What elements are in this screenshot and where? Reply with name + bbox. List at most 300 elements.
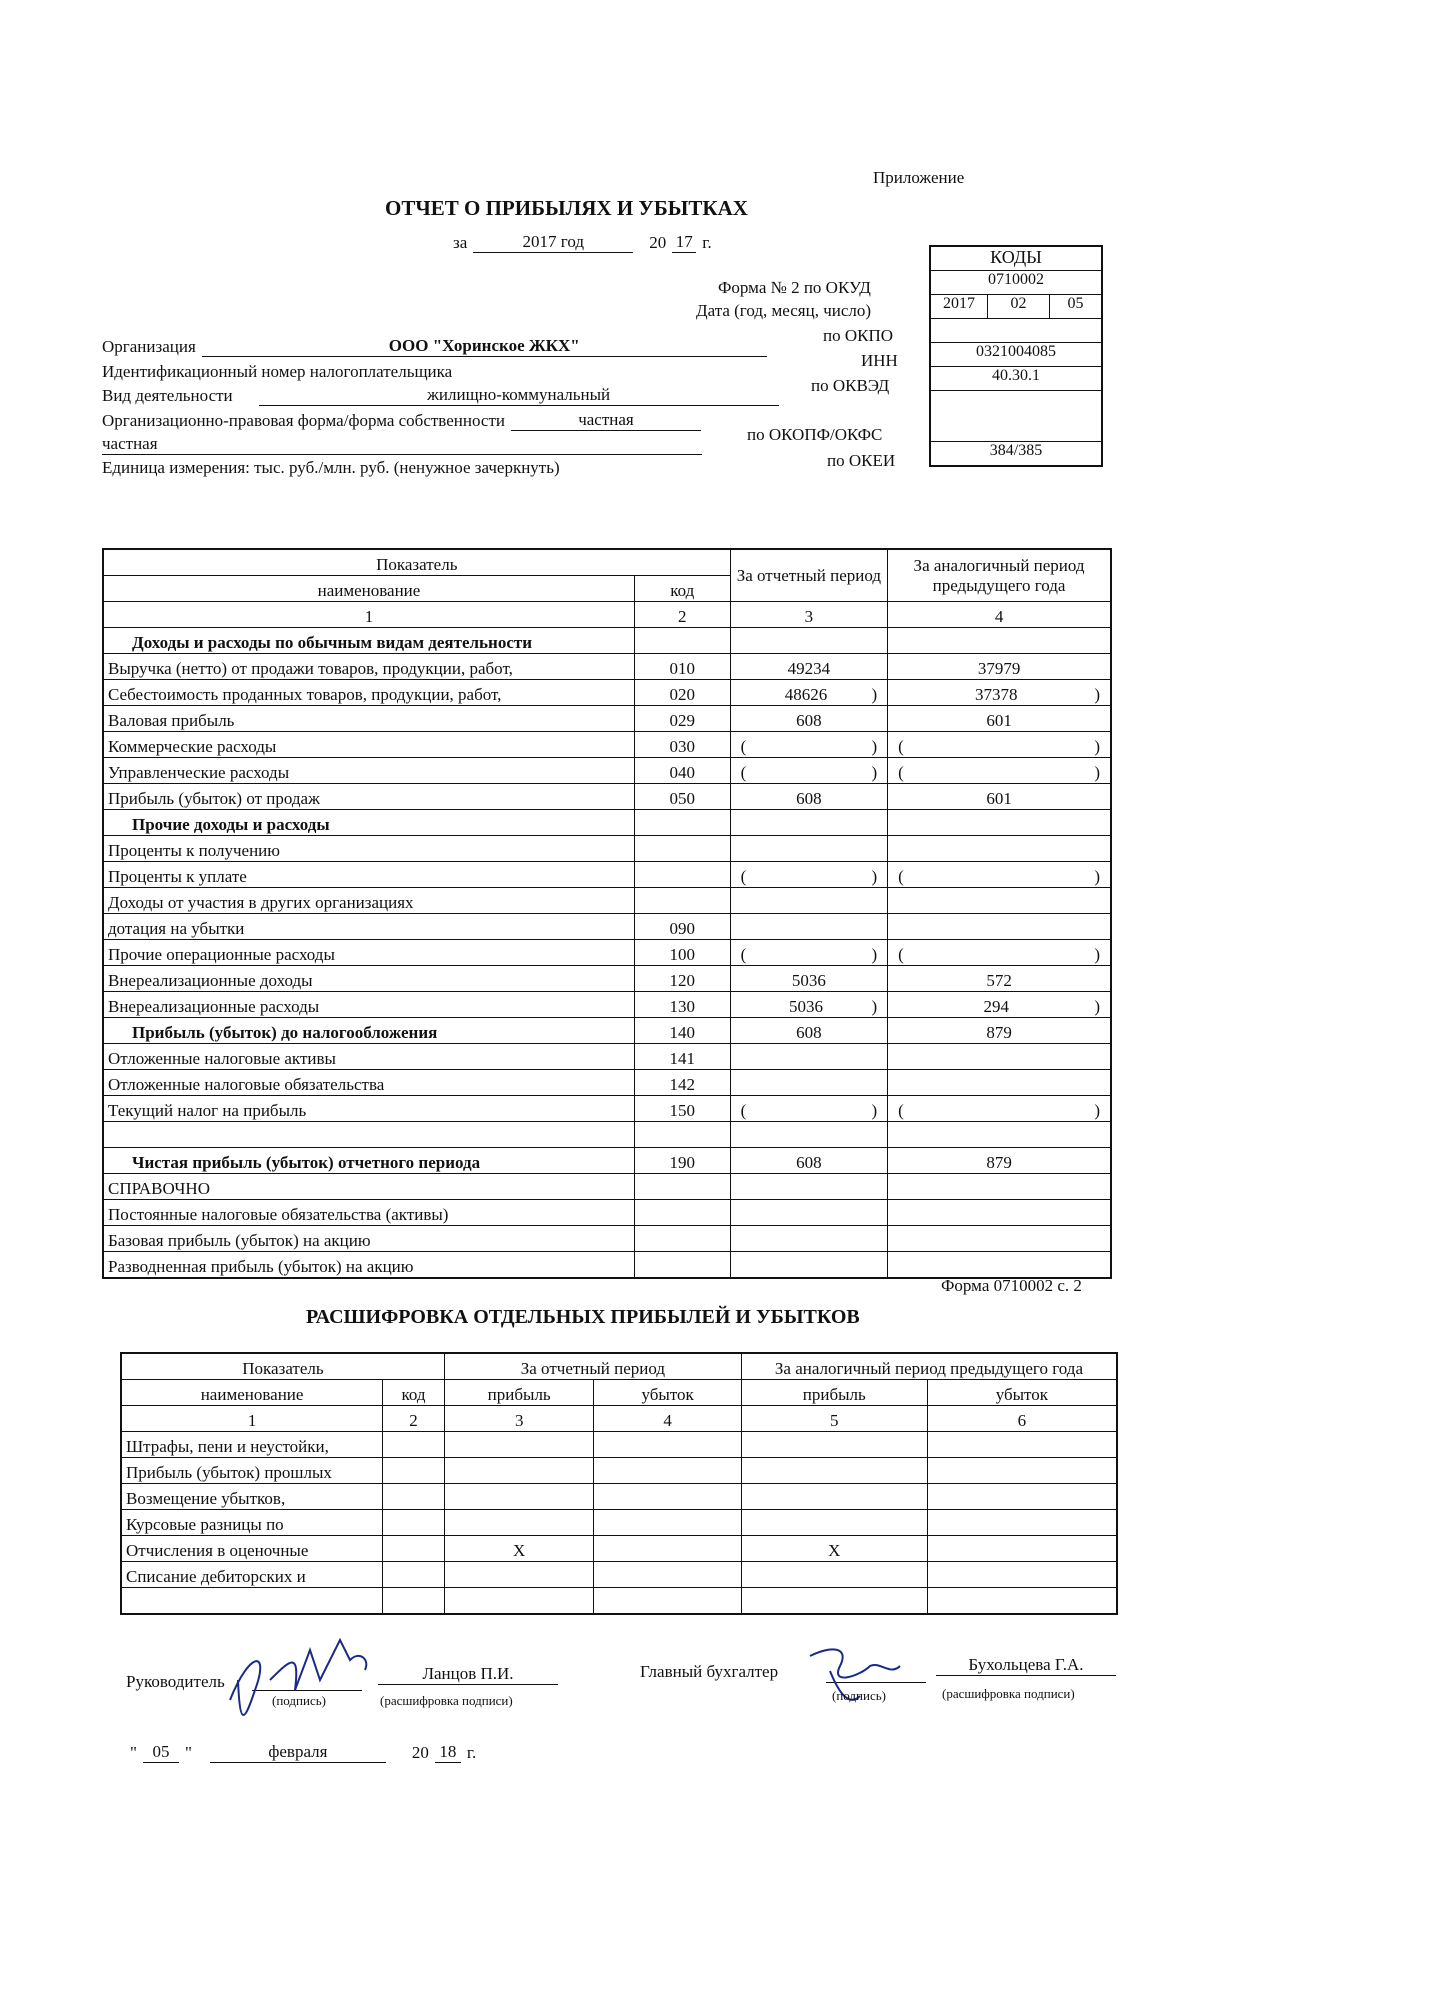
head-sign-caption: (подпись) <box>272 1693 326 1708</box>
row-value-prev <box>888 966 1111 992</box>
table-row <box>103 654 1111 680</box>
t2-h-indicator: Показатель <box>121 1353 444 1380</box>
table-row <box>103 1122 1111 1148</box>
date-day: 05 <box>1067 295 1084 312</box>
row-name <box>103 992 634 1018</box>
form-value-2 <box>102 434 702 455</box>
table-row <box>103 680 1111 706</box>
t2-n3: 3 <box>444 1406 594 1432</box>
table-row <box>103 1070 1111 1096</box>
row-name-text: Разводненная прибыль (убыток) на акцию <box>108 1257 414 1276</box>
appendix-label: Приложение <box>873 168 965 187</box>
row-code <box>634 888 730 914</box>
row-value-cur <box>730 810 888 836</box>
row-value-prev <box>888 654 1111 680</box>
table-row <box>103 732 1111 758</box>
table-row <box>103 706 1111 732</box>
row-value-cur <box>730 966 888 992</box>
okei-label: по ОКЕИ <box>827 451 896 470</box>
okved-label: по ОКВЭД <box>811 376 890 395</box>
row-name <box>103 784 634 810</box>
period-value: 2017 год <box>473 232 633 253</box>
row-name-text: Проценты к получению <box>108 841 280 860</box>
date-quote-open: " <box>130 1743 137 1762</box>
row-profit-cur <box>444 1588 594 1615</box>
row-name-text: Доходы и расходы по обычным видам деятельности <box>132 633 533 652</box>
value-wrap <box>735 659 884 679</box>
sign-date-year-prefix: 20 <box>411 1743 429 1762</box>
row-name <box>103 706 634 732</box>
table-row <box>121 1588 1117 1615</box>
value-wrap <box>735 763 884 783</box>
t1-h-code: код <box>634 576 730 602</box>
table-row <box>103 836 1111 862</box>
row-code <box>634 1122 730 1148</box>
sign-date-year: 18 <box>435 1742 461 1763</box>
row-loss-cur <box>594 1588 741 1615</box>
value-text: 37378 <box>974 685 1018 704</box>
okopf-label: по ОКОПФ/ОКФС <box>747 425 883 444</box>
row-name-text: Выручка (нетто) от продажи товаров, продукции, работ, <box>108 659 513 678</box>
okved-code: 40.30.1 <box>931 367 1101 391</box>
paren-open: ( <box>740 737 747 756</box>
row-value-cur <box>730 914 888 940</box>
row-value-prev <box>888 810 1111 836</box>
row-loss-prev <box>927 1458 1117 1484</box>
paren-close: ) <box>871 1101 878 1120</box>
row-code: 120 <box>634 966 730 992</box>
row-name: Списание дебиторских и <box>121 1562 383 1588</box>
okopf-code <box>931 391 1101 442</box>
row-name-text: Валовая прибыль <box>108 711 235 730</box>
t1-h-name: наименование <box>103 576 634 602</box>
value-text: 48626 <box>784 685 828 704</box>
table-row <box>121 1432 1117 1458</box>
row-value-cur <box>730 862 888 888</box>
sign-date-month: февраля <box>210 1742 386 1763</box>
t2-n2: 2 <box>383 1406 445 1432</box>
row-code <box>634 1226 730 1252</box>
row-name <box>103 680 634 706</box>
value-wrap <box>892 867 1106 887</box>
row-code <box>383 1432 445 1458</box>
paren-close: ) <box>1094 763 1100 782</box>
row-value-prev <box>888 784 1111 810</box>
row-value-prev <box>888 836 1111 862</box>
table-row <box>103 940 1111 966</box>
value-text: 608 <box>796 1153 822 1172</box>
table-row <box>103 1226 1111 1252</box>
row-code: 020 <box>634 680 730 706</box>
row-value-cur <box>730 1252 888 1279</box>
row-value-prev <box>888 1148 1111 1174</box>
row-value-prev <box>888 862 1111 888</box>
row-profit-prev: X <box>741 1536 927 1562</box>
year-prefix: 20 <box>649 233 667 252</box>
table-row <box>103 1200 1111 1226</box>
accountant-label: Главный бухгалтер <box>640 1662 779 1681</box>
t1-n2: 2 <box>634 602 730 628</box>
value-text: 879 <box>986 1023 1012 1042</box>
row-value-cur <box>730 758 888 784</box>
paren-close: ) <box>871 867 878 886</box>
t2-h-name: наименование <box>121 1380 383 1406</box>
value-wrap <box>892 1023 1106 1043</box>
paren-open: ( <box>898 1101 904 1120</box>
inn-text: Идентификационный номер налогоплательщика <box>102 362 453 381</box>
value-wrap <box>892 763 1106 783</box>
accountant-signature <box>800 1636 920 1716</box>
row-name <box>103 914 634 940</box>
row-code: 040 <box>634 758 730 784</box>
form-value-2-text: частная <box>102 434 158 453</box>
row-name-text: Текущий налог на прибыль <box>108 1101 307 1120</box>
row-name-text: Внереализационные доходы <box>108 971 313 990</box>
row-code: 010 <box>634 654 730 680</box>
value-wrap <box>892 685 1106 705</box>
row-name-text: Базовая прибыль (убыток) на акцию <box>108 1231 371 1250</box>
row-value-cur <box>730 836 888 862</box>
paren-open: ( <box>740 1101 747 1120</box>
row-code <box>383 1562 445 1588</box>
row-value-prev <box>888 1044 1111 1070</box>
codes-title: КОДЫ <box>931 247 1101 271</box>
value-wrap <box>892 659 1106 679</box>
t2-h-loss-cur: убыток <box>594 1380 741 1406</box>
date-year: 2017 <box>931 295 988 318</box>
table-row <box>103 784 1111 810</box>
t2-h-profit-prev: прибыль <box>741 1380 927 1406</box>
row-code: 029 <box>634 706 730 732</box>
row-name-text: Чистая прибыль (убыток) отчетного периода <box>132 1153 481 1172</box>
t1-n4: 4 <box>888 602 1111 628</box>
row-name-text: Коммерческие расходы <box>108 737 277 756</box>
date-code <box>931 295 1101 319</box>
value-text: 601 <box>986 789 1012 808</box>
value-wrap <box>735 1153 884 1173</box>
activity-row <box>102 385 779 406</box>
value-wrap <box>735 1101 884 1121</box>
row-value-cur <box>730 706 888 732</box>
row-code <box>634 1200 730 1226</box>
value-wrap <box>892 971 1106 991</box>
row-name <box>103 1148 634 1174</box>
row-name-text: Прибыль (убыток) от продаж <box>108 789 320 808</box>
value-wrap <box>892 737 1106 757</box>
t2-n1: 1 <box>121 1406 383 1432</box>
row-code: 141 <box>634 1044 730 1070</box>
row-value-prev <box>888 888 1111 914</box>
table-row <box>103 1096 1111 1122</box>
paren-open: ( <box>898 737 904 756</box>
value-wrap <box>892 711 1106 731</box>
row-name-text: Постоянные налоговые обязательства (активы) <box>108 1205 449 1224</box>
paren-open: ( <box>740 867 747 886</box>
row-profit-prev <box>741 1510 927 1536</box>
period-line <box>453 232 712 253</box>
table-row <box>121 1562 1117 1588</box>
row-value-cur <box>730 1226 888 1252</box>
row-name <box>103 1122 634 1148</box>
row-value-cur <box>730 628 888 654</box>
t2-n4: 4 <box>594 1406 741 1432</box>
row-name-text: дотация на убытки <box>108 919 245 938</box>
row-profit-prev <box>741 1432 927 1458</box>
row-name-text: Прочие операционные расходы <box>108 945 335 964</box>
head-name: Ланцов П.И. <box>378 1664 558 1685</box>
table-row <box>103 992 1111 1018</box>
row-profit-prev <box>741 1458 927 1484</box>
paren-close: ) <box>1094 997 1100 1016</box>
paren-close: ) <box>1094 945 1100 964</box>
row-value-prev <box>888 628 1111 654</box>
row-value-prev <box>888 1122 1111 1148</box>
t1-n1: 1 <box>103 602 634 628</box>
okei-code: 384/385 <box>989 442 1043 459</box>
row-loss-cur <box>594 1510 741 1536</box>
paren-close: ) <box>1094 867 1100 886</box>
paren-close: ) <box>871 945 878 964</box>
row-code <box>634 1174 730 1200</box>
row-value-cur <box>730 992 888 1018</box>
row-value-cur <box>730 1096 888 1122</box>
head-label: Руководитель <box>126 1672 225 1691</box>
t1-h-indicator: Показатель <box>103 549 730 576</box>
page-title: ОТЧЕТ О ПРИБЫЛЯХ И УБЫТКАХ <box>385 196 748 220</box>
row-name: Возмещение убытков, <box>121 1484 383 1510</box>
row-value-prev <box>888 1096 1111 1122</box>
sign-date-g: г. <box>466 1743 477 1762</box>
period-prefix: за <box>453 233 468 252</box>
row-name: Прибыль (убыток) прошлых <box>121 1458 383 1484</box>
value-text: 37979 <box>977 659 1021 678</box>
row-name <box>103 628 634 654</box>
row-value-cur <box>730 1122 888 1148</box>
value-text: 608 <box>796 789 822 808</box>
row-loss-prev <box>927 1536 1117 1562</box>
value-wrap <box>735 1023 884 1043</box>
t2-h-profit-cur: прибыль <box>444 1380 594 1406</box>
table-row <box>103 888 1111 914</box>
row-value-prev <box>888 1252 1111 1279</box>
row-loss-cur <box>594 1536 741 1562</box>
table-row <box>103 914 1111 940</box>
row-code: 150 <box>634 1096 730 1122</box>
table-row <box>121 1536 1117 1562</box>
row-value-prev <box>888 1200 1111 1226</box>
row-code <box>634 1252 730 1279</box>
row-value-prev <box>888 1070 1111 1096</box>
value-text: 601 <box>986 711 1012 730</box>
row-name <box>103 1044 634 1070</box>
row-value-prev <box>888 940 1111 966</box>
row-profit-prev <box>741 1588 927 1615</box>
row-value-prev <box>888 914 1111 940</box>
row-value-cur <box>730 1148 888 1174</box>
table-row <box>121 1510 1117 1536</box>
row-code <box>634 862 730 888</box>
row-name-text: Проценты к уплате <box>108 867 247 886</box>
row-loss-cur <box>594 1484 741 1510</box>
row-value-cur <box>730 680 888 706</box>
okpo-code <box>931 319 1101 343</box>
row-name-text: Доходы от участия в других организациях <box>108 893 414 912</box>
table-row <box>103 758 1111 784</box>
row-value-cur <box>730 1174 888 1200</box>
row-name <box>103 862 634 888</box>
activity-value: жилищно-коммунальный <box>259 385 779 406</box>
paren-open: ( <box>740 763 747 782</box>
paren-close: ) <box>871 737 878 756</box>
row-loss-cur <box>594 1458 741 1484</box>
value-wrap <box>735 737 884 757</box>
t2-n6: 6 <box>927 1406 1117 1432</box>
t2-h-loss-prev: убыток <box>927 1380 1117 1406</box>
row-value-prev <box>888 1018 1111 1044</box>
row-code: 130 <box>634 992 730 1018</box>
activity-label: Вид деятельности <box>102 386 233 405</box>
year-g: г. <box>702 233 712 252</box>
date-month: 02 <box>988 295 1050 318</box>
table-row <box>103 862 1111 888</box>
t1-h-prev: За аналогичный период предыдущего года <box>888 549 1111 602</box>
value-wrap <box>892 997 1106 1017</box>
value-text: 5036 <box>789 997 824 1016</box>
row-value-prev <box>888 1174 1111 1200</box>
row-name <box>103 732 634 758</box>
row-value-cur <box>730 1200 888 1226</box>
row-name-text: СПРАВОЧНО <box>108 1179 210 1198</box>
paren-close: ) <box>871 763 878 782</box>
row-code <box>634 836 730 862</box>
row-value-cur <box>730 654 888 680</box>
paren-close: ) <box>1094 1101 1100 1120</box>
row-profit-cur: X <box>444 1536 594 1562</box>
table-row <box>103 1174 1111 1200</box>
row-value-cur <box>730 1044 888 1070</box>
accountant-decode-caption: (расшифровка подписи) <box>942 1686 1075 1701</box>
value-wrap <box>735 789 884 809</box>
paren-open: ( <box>898 763 904 782</box>
head-decode-caption: (расшифровка подписи) <box>380 1693 513 1708</box>
value-text: 879 <box>986 1153 1012 1172</box>
paren-close: ) <box>871 685 878 704</box>
row-value-prev <box>888 706 1111 732</box>
table-row <box>103 1148 1111 1174</box>
row-profit-cur <box>444 1562 594 1588</box>
row-name <box>103 888 634 914</box>
row-name: Штрафы, пени и неустойки, <box>121 1432 383 1458</box>
row-name <box>103 758 634 784</box>
row-name <box>103 1096 634 1122</box>
row-value-cur <box>730 1070 888 1096</box>
row-name <box>103 1070 634 1096</box>
t2-h-code: код <box>383 1380 445 1406</box>
t2-h-prev: За аналогичный период предыдущего года <box>741 1353 1117 1380</box>
org-name: ООО "Хоринское ЖКХ" <box>202 336 767 357</box>
row-value-cur <box>730 784 888 810</box>
row-value-prev <box>888 732 1111 758</box>
row-value-cur <box>730 1018 888 1044</box>
row-name-text: Отложенные налоговые активы <box>108 1049 336 1068</box>
table-row <box>103 1018 1111 1044</box>
row-profit-cur <box>444 1484 594 1510</box>
value-text: 608 <box>796 711 822 730</box>
table-row <box>103 810 1111 836</box>
row-code: 142 <box>634 1070 730 1096</box>
row-name <box>103 654 634 680</box>
row-loss-prev <box>927 1588 1117 1615</box>
row-code: 090 <box>634 914 730 940</box>
row-name-text: Отложенные налоговые обязательства <box>108 1075 385 1094</box>
sign-date <box>130 1742 476 1763</box>
row-name <box>103 1174 634 1200</box>
row-name <box>103 836 634 862</box>
row-value-cur <box>730 732 888 758</box>
paren-open: ( <box>898 945 904 964</box>
value-text: 49234 <box>787 659 831 678</box>
inn-code-label: ИНН <box>861 351 898 370</box>
row-loss-prev <box>927 1432 1117 1458</box>
accountant-name: Бухольцева Г.А. <box>936 1655 1116 1676</box>
row-profit-cur <box>444 1510 594 1536</box>
date-quote-close: " <box>184 1743 192 1762</box>
t2-h-current: За отчетный период <box>444 1353 741 1380</box>
paren-close: ) <box>871 997 878 1016</box>
page2-title: РАСШИФРОВКА ОТДЕЛЬНЫХ ПРИБЫЛЕЙ И УБЫТКОВ <box>306 1306 860 1328</box>
value-wrap <box>892 1101 1106 1121</box>
date-label: Дата (год, месяц, число) <box>696 301 872 320</box>
form-ref: Форма 0710002 с. 2 <box>941 1276 1082 1295</box>
org-row <box>102 336 767 357</box>
t1-h-current: За отчетный период <box>730 549 888 602</box>
row-name-text: Себестоимость проданных товаров, продукции, работ, <box>108 685 502 704</box>
row-name <box>103 1252 634 1279</box>
row-value-cur <box>730 940 888 966</box>
okud-code: 0710002 <box>931 271 1101 295</box>
row-code: 190 <box>634 1148 730 1174</box>
table-row <box>103 1044 1111 1070</box>
row-code <box>383 1510 445 1536</box>
table-row <box>103 966 1111 992</box>
paren-open: ( <box>898 867 904 886</box>
paren-close: ) <box>1094 685 1100 704</box>
row-value-prev <box>888 1226 1111 1252</box>
row-value-prev <box>888 992 1111 1018</box>
row-code: 030 <box>634 732 730 758</box>
form-row <box>102 410 701 431</box>
codes-box <box>929 245 1103 467</box>
value-text: 572 <box>986 971 1012 990</box>
row-name-text: Управленческие расходы <box>108 763 290 782</box>
row-name: Курсовые разницы по <box>121 1510 383 1536</box>
row-code <box>383 1458 445 1484</box>
row-profit-prev <box>741 1484 927 1510</box>
row-loss-prev <box>927 1562 1117 1588</box>
row-name-text: Прочие доходы и расходы <box>132 815 330 834</box>
value-wrap <box>735 867 884 887</box>
row-name <box>103 966 634 992</box>
row-code: 050 <box>634 784 730 810</box>
head-signature <box>210 1620 380 1740</box>
value-text: 608 <box>796 1023 822 1042</box>
row-code <box>383 1536 445 1562</box>
accountant-sign-caption: (подпись) <box>832 1688 886 1703</box>
unit-label: Единица измерения: тыс. руб./млн. руб. (ненужное зачеркнуть) <box>102 458 560 477</box>
table-row <box>103 1252 1111 1279</box>
inn-code: 0321004085 <box>931 343 1101 367</box>
row-profit-cur <box>444 1432 594 1458</box>
